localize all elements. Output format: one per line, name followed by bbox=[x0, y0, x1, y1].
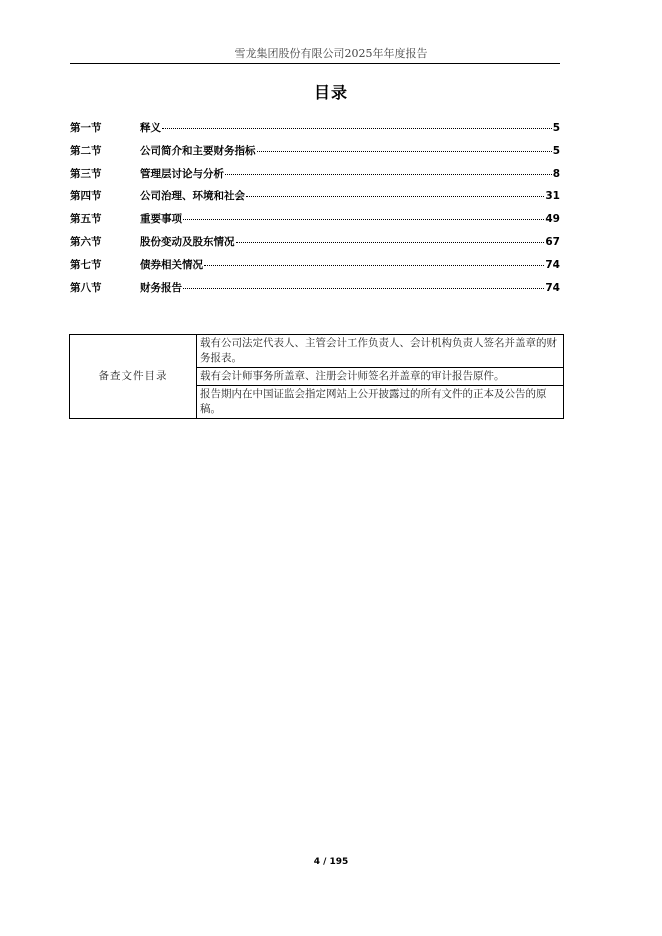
reference-document-item: 载有会计师事务所盖章、注册会计师签名并盖章的审计报告原件。 bbox=[197, 368, 564, 386]
toc-section-title: 公司简介和主要财务指标 bbox=[140, 144, 256, 157]
toc-page-number: 74 bbox=[545, 258, 560, 271]
toc-section-number: 第六节 bbox=[70, 235, 102, 248]
toc-page-number: 31 bbox=[545, 190, 560, 203]
toc-page-number: 5 bbox=[552, 122, 560, 134]
header-divider bbox=[70, 63, 560, 64]
toc-entry[interactable] bbox=[70, 120, 560, 143]
toc-page-number: 8 bbox=[552, 167, 560, 180]
toc-entry[interactable] bbox=[70, 234, 560, 257]
toc-title: 目录 bbox=[313, 83, 348, 102]
toc-leader-dots bbox=[204, 265, 544, 266]
toc-section-number: 第二节 bbox=[70, 144, 102, 157]
toc-entry[interactable] bbox=[70, 188, 560, 211]
reference-documents-label: 备查文件目录 bbox=[70, 335, 197, 419]
toc-section-number: 第一节 bbox=[70, 122, 102, 134]
toc-leader-dots bbox=[257, 151, 552, 152]
table-of-contents bbox=[70, 120, 560, 302]
toc-section-number: 第四节 bbox=[70, 190, 102, 203]
reference-document-item: 报告期内在中国证监会指定网站上公开披露过的所有文件的正本及公告的原稿。 bbox=[197, 386, 564, 419]
toc-page-number: 5 bbox=[552, 144, 560, 157]
toc-section-number: 第八节 bbox=[70, 281, 102, 294]
toc-leader-dots bbox=[246, 196, 544, 197]
toc-leader-dots bbox=[183, 219, 544, 220]
toc-entry[interactable] bbox=[70, 211, 560, 234]
toc-leader-dots bbox=[183, 288, 544, 289]
page-header: 雪龙集团股份有限公司2025年年度报告 bbox=[234, 47, 428, 60]
toc-leader-dots bbox=[162, 128, 552, 129]
reference-document-item: 载有公司法定代表人、主管会计工作负责人、会计机构负责人签名并盖章的财务报表。 bbox=[197, 335, 564, 368]
toc-section-title: 重要事项 bbox=[140, 213, 182, 226]
toc-page-number: 74 bbox=[545, 281, 560, 294]
toc-page-number: 49 bbox=[545, 213, 560, 226]
toc-entry[interactable] bbox=[70, 257, 560, 280]
page-number-footer: 4 / 195 bbox=[313, 857, 349, 867]
toc-section-title: 管理层讨论与分析 bbox=[140, 167, 224, 180]
toc-leader-dots bbox=[236, 242, 545, 243]
toc-entry[interactable] bbox=[70, 280, 560, 303]
toc-section-number: 第五节 bbox=[70, 213, 102, 226]
toc-leader-dots bbox=[225, 174, 552, 175]
toc-section-title: 释义 bbox=[140, 122, 161, 134]
toc-section-number: 第三节 bbox=[70, 167, 102, 180]
reference-documents-table bbox=[69, 334, 564, 419]
toc-entry[interactable] bbox=[70, 166, 560, 189]
toc-section-number: 第七节 bbox=[70, 258, 102, 271]
toc-section-title: 债券相关情况 bbox=[140, 258, 203, 271]
toc-section-title: 财务报告 bbox=[140, 281, 182, 294]
toc-page-number: 67 bbox=[545, 235, 560, 248]
toc-section-title: 公司治理、环境和社会 bbox=[140, 190, 245, 203]
table-row bbox=[70, 335, 564, 368]
toc-section-title: 股份变动及股东情况 bbox=[140, 235, 235, 248]
toc-entry[interactable] bbox=[70, 143, 560, 166]
